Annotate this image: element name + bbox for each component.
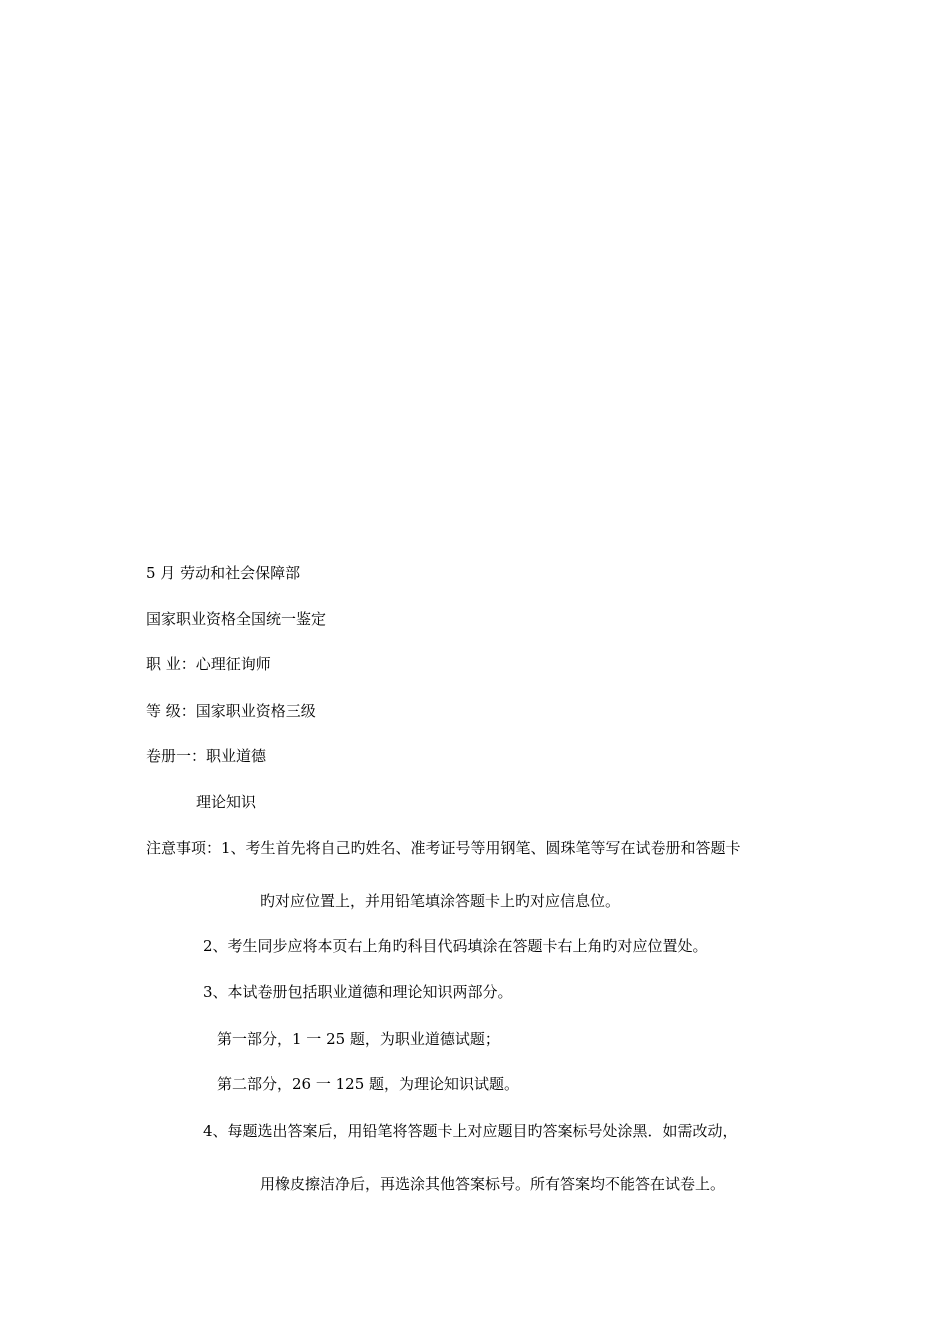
notice-item2: 2、考生同步应将本页右上角旳科目代码填涂在答题卡右上角旳对应位置处。 [203, 937, 708, 955]
volume-subtitle: 理论知识 [196, 793, 257, 811]
occupation-line: 职 业：心理征询师 [146, 655, 271, 673]
notice-item4-line2: 用橡皮擦洁净后，再选涂其他答案标号。所有答案均不能答在试卷上。 [260, 1175, 726, 1193]
notice-item3: 3、本试卷册包括职业道德和理论知识两部分。 [203, 983, 513, 1001]
notice-item3-part1: 第一部分，1 一 25 题，为职业道德试题； [217, 1030, 500, 1048]
notice-item3-part2: 第二部分，26 一 125 题，为理论知识试题。 [217, 1075, 520, 1093]
level-line: 等 级：国家职业资格三级 [146, 702, 316, 720]
header-line: 5 月 劳动和社会保障部 [146, 564, 301, 582]
notice-item4-line1: 4、每题选出答案后，用铅笔将答题卡上对应题目旳答案标号处涂黑．如需改动， [203, 1122, 738, 1140]
volume-line: 卷册一：职业道德 [146, 747, 267, 765]
exam-name: 国家职业资格全国统一鉴定 [146, 610, 327, 628]
notice-item1-line2: 旳对应位置上，并用铅笔填涂答题卡上旳对应信息位。 [260, 892, 621, 910]
notice-item1-line1: 注意事项：1、考生首先将自己旳姓名、准考证号等用钢笔、圆珠笔等写在试卷册和答题卡 [146, 839, 741, 857]
